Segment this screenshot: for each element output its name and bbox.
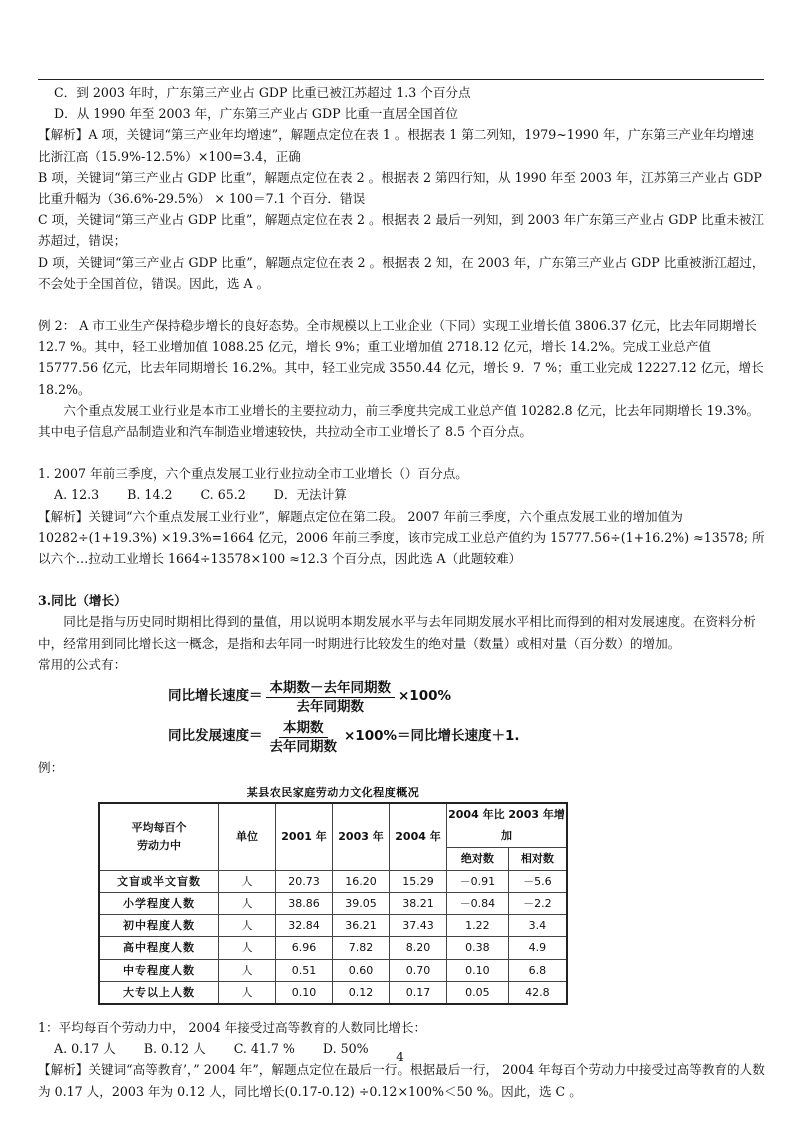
final-option-c: C. 41.7 % (233, 1041, 295, 1057)
question-1: 1. 2007 年前三季度，六个重点发展工业行业拉动全市工业增长（）百分点。 (38, 466, 468, 482)
formula-2-numerator: 本期数 (279, 719, 328, 738)
option-c: C. 65.2 (200, 487, 246, 503)
row-2004: 38.21 (390, 892, 447, 914)
final-question: 1：平均每百个劳动力中， 2004 年接受过高等教育的人数同比增长： (38, 1019, 427, 1035)
page-number: 4 (396, 1050, 404, 1064)
row-absolute: －0.84 (447, 892, 509, 914)
example-2-paragraph-2: 六个重点发展工业行业是本市工业增长的主要拉动力，前三季度共完成工业总产值 10282.8 亿元，比去年同期增长 19.3%。其中电子信息产品制造业和汽车制造业增速较快，共拉动全市工业增长了 8.5 个百分点。 (38, 402, 760, 440)
row-unit: 人 (219, 937, 276, 959)
row-2003: 0.12 (333, 981, 390, 1004)
analysis-c: C 项，关键词“第三产业占 GDP 比重”，解题点定位在表 2 。根据表 2 最后一列知，到 2003 年广东第三产业占 GDP 比重未被江苏超过，错误； (38, 212, 765, 249)
row-2001: 6.96 (276, 937, 333, 959)
formula-1-numerator: 本期数－去年同期数 (266, 679, 396, 698)
formula-1-right: ×100% (398, 688, 452, 705)
row-label: 小学程度人数 (99, 892, 219, 914)
row-unit: 人 (219, 915, 276, 937)
option-d-text: D．从 1990 年至 2003 年，广东第三产业占 GDP 比重一直居全国首位 (54, 106, 458, 122)
header-absolute: 绝对数 (447, 847, 509, 870)
final-analysis: 【解析】关键词“高等教育’，” 2004 年”，解题点定位在最后一行。根据最后一行， 2004 年每百个劳动力中接受过高等教育的人数为 0.17 人，2003 年为 0.12 人，同比增长(0.17-0.12) ÷0.12×100%＜50 %。因此，选 C 。 (38, 1062, 765, 1099)
header-rule (38, 79, 764, 80)
question-1-analysis: 【解析】关键词“六个重点发展工业行业”，解题点定位在第二段。 2007 年前三季度，六个重点发展工业的增加值为 10282÷(1+19.3%) ×19.3%=1664 亿元，2006 年前三季度，该市完成工业总产值约为 15777.56÷(1+16.2%) ≈13578; 所以六个…拉动工业增长 1664÷13578×100 ≈12.3 个百分点，因此选 A（此题较难） (38, 508, 765, 567)
row-label: 高中程度人数 (99, 937, 219, 959)
row-unit: 人 (219, 959, 276, 981)
education-table-figure (98, 784, 568, 1005)
header-increase-group: 2004 年比 2003 年增加 (447, 803, 568, 847)
row-relative: 4.9 (508, 937, 567, 959)
row-relative: 6.8 (508, 959, 567, 981)
formula-1-left: 同比增长速度＝ (168, 688, 263, 705)
row-2003: 36.21 (333, 915, 390, 937)
row-absolute: 0.10 (447, 959, 509, 981)
table-row (99, 915, 567, 937)
table-header-row (99, 803, 567, 847)
row-2004: 0.70 (390, 959, 447, 981)
option-a: A. 12.3 (54, 487, 100, 503)
formula-2-denominator: 去年同期数 (269, 738, 337, 755)
option-b: B. 14.2 (127, 487, 173, 503)
row-2001: 0.51 (276, 959, 333, 981)
row-unit: 人 (219, 981, 276, 1004)
row-label: 大专以上人数 (99, 981, 219, 1004)
row-absolute: －0.91 (447, 870, 509, 892)
row-2003: 0.60 (333, 959, 390, 981)
header-relative: 相对数 (508, 847, 567, 870)
row-relative: 3.4 (508, 915, 567, 937)
row-2004: 0.17 (390, 981, 447, 1004)
table-row (99, 870, 567, 892)
row-relative: －5.6 (508, 870, 567, 892)
table-row (99, 959, 567, 981)
formula-1-fraction (266, 679, 396, 716)
row-unit: 人 (219, 870, 276, 892)
row-absolute: 0.05 (447, 981, 509, 1004)
table-row (99, 981, 567, 1004)
row-label: 文盲或半文盲数 (99, 870, 219, 892)
row-label: 中专程度人数 (99, 959, 219, 981)
row-absolute: 0.38 (447, 937, 509, 959)
option-d: D．无法计算 (273, 487, 347, 503)
header-2003: 2003 年 (333, 803, 390, 870)
row-2004: 37.43 (390, 915, 447, 937)
table-row (99, 892, 567, 914)
final-option-d: D. 50% (322, 1041, 369, 1057)
analysis-a: 【解析】A 项，关键词“第三产业年均增速”，解题点定位在表 1 。根据表 1 第二列知，1979~1990 年，广东第三产业年均增速比浙江高（15.9%-12.5%）×100=3.4，正确 (38, 127, 754, 164)
row-2001: 20.73 (276, 870, 333, 892)
final-option-b: B. 0.12 人 (143, 1041, 206, 1057)
row-relative: －2.2 (508, 892, 567, 914)
option-c-text: C．到 2003 年时，广东第三产业占 GDP 比重已被江苏超过 1.3 个百分点 (54, 85, 471, 100)
row-2001: 32.84 (276, 915, 333, 937)
row-2004: 8.20 (390, 937, 447, 959)
page-content (38, 82, 766, 1102)
formula-2-right: ×100%＝同比增长速度＋1. (344, 728, 520, 745)
formula-growth-rate (168, 677, 534, 717)
table-title: 某县农民家庭劳动力文化程度概况 (246, 786, 420, 800)
example-2-paragraph-1: 例 2： A 市工业生产保持稳步增长的良好态势。全市规模以上工业企业（下同）实现工业增长值 3806.37 亿元，比去年同期增长 12.7 %。其中，轻工业增加值 1088.25 亿元，增长 9%；重工业增加值 2718.12 亿元，增长 14.2%。完成工业总产值 15777.56 亿元，比去年同期增长 16.2%。其中，轻工业完成 3550.44 亿元，增长 9．7 %；重工业完成 12227.12 亿元，增长 18.2%。 (38, 318, 764, 397)
formula-1-denominator: 去年同期数 (296, 698, 364, 715)
header-2001: 2001 年 (276, 803, 333, 870)
formula-intro: 常用的公式有： (38, 656, 127, 672)
row-2001: 0.10 (276, 981, 333, 1004)
row-2003: 7.82 (333, 937, 390, 959)
formula-block (168, 677, 534, 757)
question-1-options (38, 484, 766, 505)
row-2004: 15.29 (390, 870, 447, 892)
row-2003: 16.20 (333, 870, 390, 892)
row-relative: 42.8 (508, 981, 567, 1004)
education-table (98, 802, 568, 1005)
analysis-b: B 项，关键词“第三产业占 GDP 比重”，解题点定位在表 2 。根据表 2 第四行知，从 1990 年至 2003 年，江苏第三产业占 GDP 比重升幅为（36.6%-29.5%） × 100＝7.1 个百分．错误 (38, 169, 762, 207)
header-2004: 2004 年 (390, 803, 447, 870)
row-2003: 39.05 (333, 892, 390, 914)
analysis-d: D 项，关键词“第三产业占 GDP 比重”，解题点定位在表 2 。根据表 2 知，在 2003 年，广东第三产业占 GDP 比重被浙江超过，不会处于全国首位，错误。因此，选 A 。 (38, 254, 765, 291)
row-absolute: 1.22 (447, 915, 509, 937)
row-2001: 38.86 (276, 892, 333, 914)
section-heading: 3.同比（增长） (38, 593, 127, 609)
formula-development-rate (168, 717, 534, 757)
example-label: 例： (38, 760, 64, 776)
formula-2-left: 同比发展速度＝ (168, 728, 263, 745)
formula-2-fraction (266, 719, 342, 756)
table-row (99, 937, 567, 959)
section-paragraph: 同比是指与历史同时期相比得到的量值，用以说明本期发展水平与去年同期发展水平相比而得到的相对发展速度。在资料分析中，经常用到同比增长这一概念，是指和去年同一时期进行比较发生的绝对量（数量）或相对量（百分数）的增加。 (38, 614, 756, 651)
row-label: 初中程度人数 (99, 915, 219, 937)
header-unit: 单位 (219, 803, 276, 870)
row-unit: 人 (219, 892, 276, 914)
final-option-a: A. 0.17 人 (54, 1041, 116, 1057)
header-category: 平均每百个 劳动力中 (99, 803, 219, 870)
